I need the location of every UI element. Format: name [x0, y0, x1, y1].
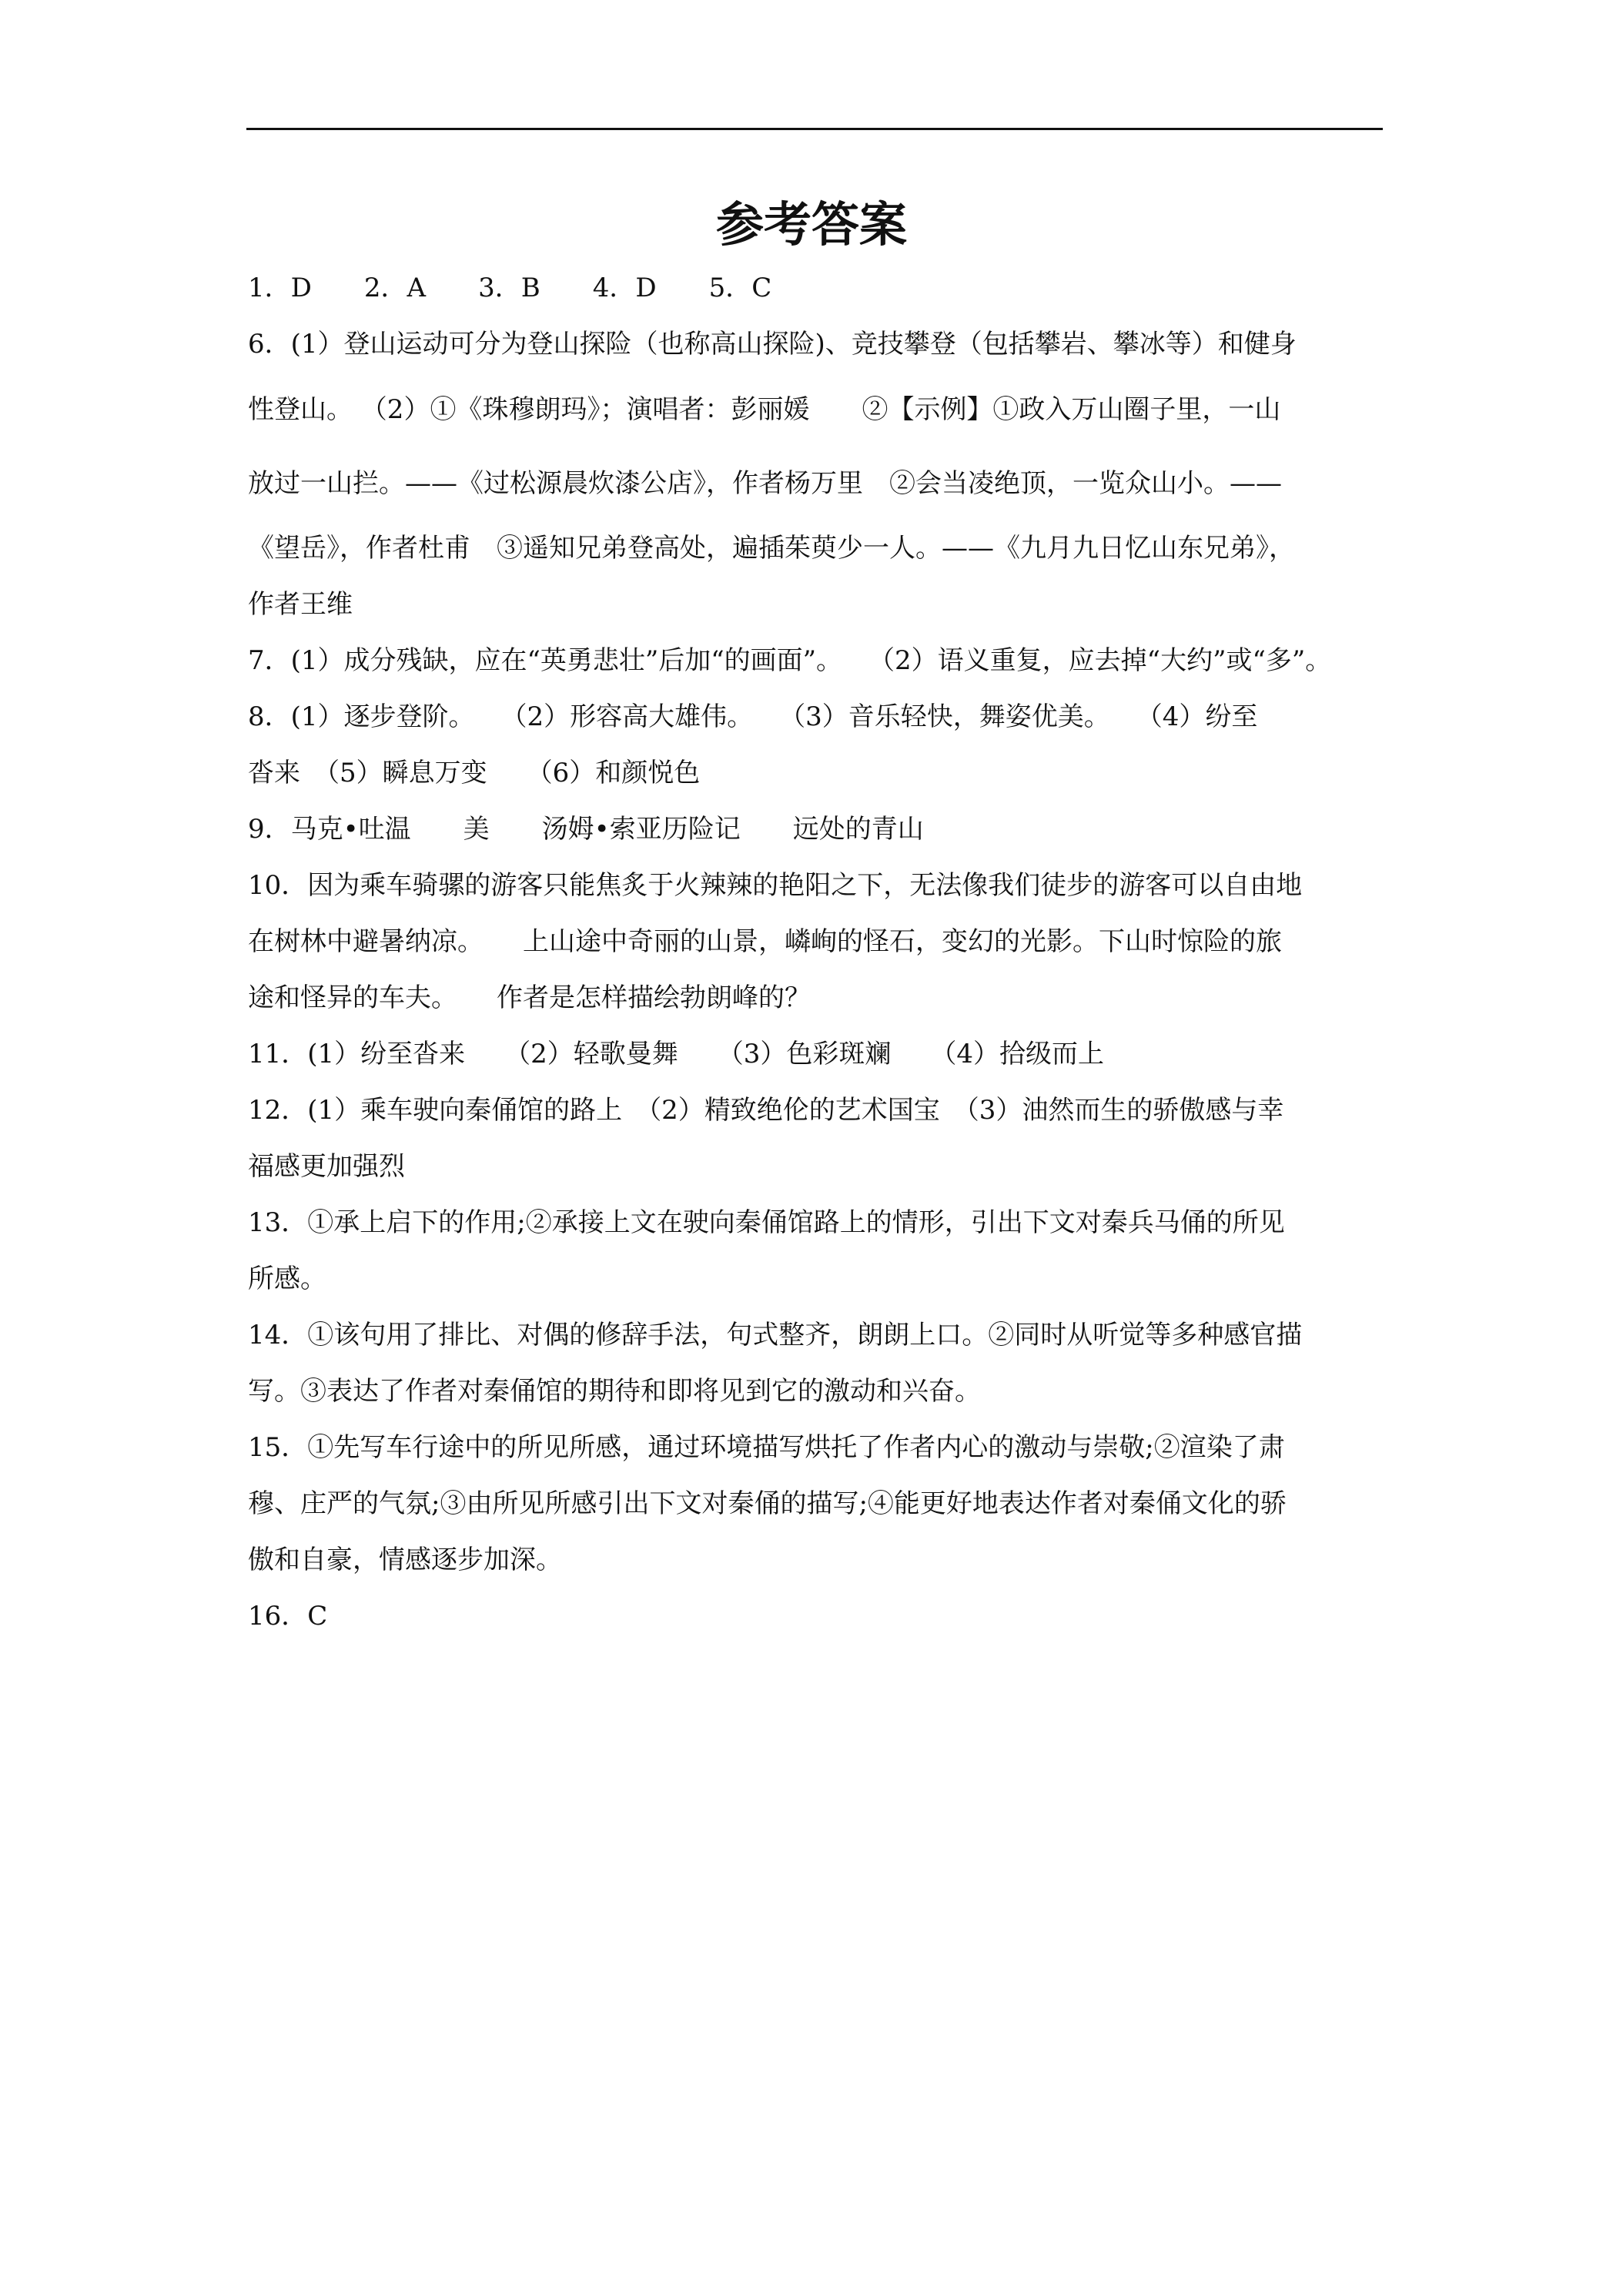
answer-line: 傲和自豪，情感逐步加深。 [248, 1545, 562, 1575]
answer-line: 作者王维 [248, 589, 353, 620]
answer-line: 11．(1）纷至沓来 （2）轻歌曼舞 （3）色彩斑斓 （4）拾级而上 [248, 1039, 1105, 1069]
answer-line: 10．因为乘车骑骡的游客只能焦炙于火辣辣的艳阳之下，无法像我们徒步的游客可以自由地 [248, 870, 1303, 901]
answer-line: 12．(1）乘车驶向秦俑馆的路上 （2）精致绝伦的艺术国宝 （3）油然而生的骄傲感与幸 [248, 1095, 1284, 1126]
answer-line: 穆、庄严的气氛;③由所见所感引出下文对秦俑的描写;④能更好地表达作者对秦俑文化的骄 [248, 1488, 1287, 1519]
answer-line: 福感更加强烈 [248, 1151, 405, 1182]
answer-line: 放过一山拦。——《过松源晨炊漆公店》，作者杨万里 ②会当凌绝顶，一览众山小。—— [248, 468, 1282, 499]
answer-line: 性登山。 （2）①《珠穆朗玛》；演唱者：彭丽媛 ②【示例】①政入万山圈子里，一山 [248, 394, 1281, 425]
answer-line: 1．D 2．A 3．B 4．D 5．C [248, 273, 772, 303]
answer-line: 8．(1）逐步登阶。 （2）形容高大雄伟。 （3）音乐轻快，舞姿优美。 （4）纷至 [248, 701, 1258, 732]
answer-line: 在树林中避暑纳凉。 上山途中奇丽的山景，嶙峋的怪石，变幻的光影。下山时惊险的旅 [248, 926, 1282, 957]
page-title: 参考答案 [715, 196, 907, 253]
answer-line: 途和怪异的车夫。 作者是怎样描绘勃朗峰的？ [248, 982, 811, 1013]
answer-line: 《望岳》，作者杜甫 ③遥知兄弟登高处，遍插茱萸少一人。——《九月九日忆山东兄弟》， [248, 533, 1295, 564]
answer-line: 7．(1）成分残缺，应在“英勇悲壮”后加“的画面”。 （2）语义重复，应去掉“大约”或“多”。 [248, 645, 1332, 676]
answer-line: 9．马克•吐温 美 汤姆•索亚历险记 远处的青山 [248, 814, 924, 845]
answer-line: 14．①该句用了排比、对偶的修辞手法，句式整齐，朗朗上口。②同时从听觉等多种感官描 [248, 1320, 1303, 1350]
answer-line: 15．①先写车行途中的所见所感，通过环境描写烘托了作者内心的激动与崇敬;②渲染了肃 [248, 1432, 1285, 1463]
answer-line: 所感。 [248, 1263, 326, 1294]
answer-list [248, 260, 1384, 1645]
answer-line: 16．C [248, 1601, 328, 1632]
answer-line: 写。③表达了作者对秦俑馆的期待和即将见到它的激动和兴奋。 [248, 1376, 981, 1407]
header-rule [246, 128, 1383, 130]
answer-line: 6．(1）登山运动可分为登山探险（也称高山探险)、竞技攀登（包括攀岩、攀冰等）和健身 [248, 329, 1297, 360]
answer-line: 13．①承上启下的作用;②承接上文在驶向秦俑馆路上的情形，引出下文对秦兵马俑的所见 [248, 1207, 1285, 1238]
answer-line: 沓来 （5）瞬息万变 （6）和颜悦色 [248, 758, 701, 788]
